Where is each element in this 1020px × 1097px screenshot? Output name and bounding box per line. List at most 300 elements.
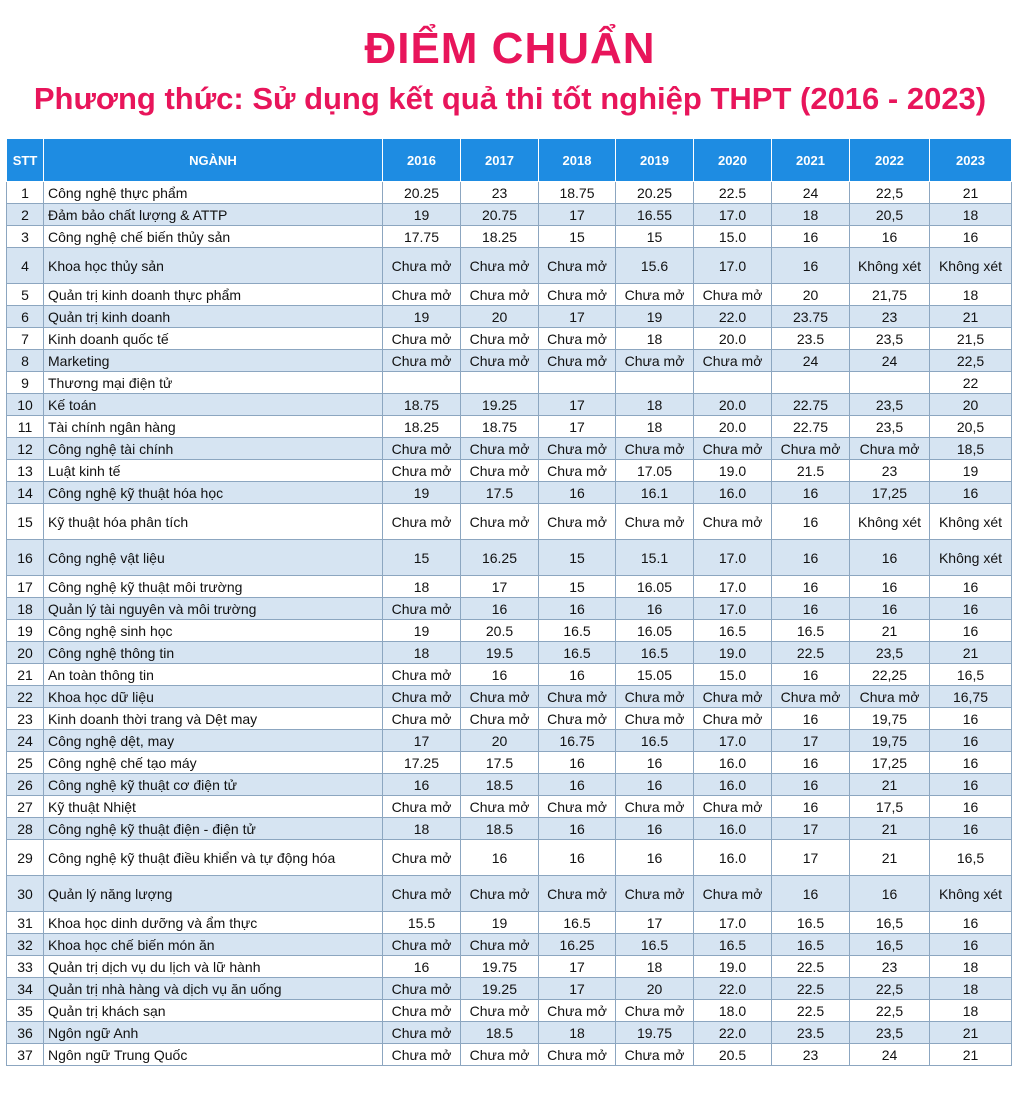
score-cell: 22.0: [694, 306, 772, 328]
table-row: [7, 818, 1012, 840]
table-row: [7, 840, 1012, 876]
score-cell: Chưa mở: [539, 284, 616, 306]
score-cell: 16.25: [539, 934, 616, 956]
table-row: [7, 372, 1012, 394]
score-cell: 18.75: [383, 394, 461, 416]
major-name-cell: Khoa học thủy sản: [44, 248, 383, 284]
major-name-cell: Quản trị khách sạn: [44, 1000, 383, 1022]
score-cell: 16: [539, 818, 616, 840]
score-cell: 18.5: [461, 1022, 539, 1044]
score-cell: 17: [772, 818, 850, 840]
table-row: [7, 248, 1012, 284]
score-cell: 21: [850, 818, 930, 840]
score-cell: Chưa mở: [461, 284, 539, 306]
major-name-cell: Công nghệ vật liệu: [44, 540, 383, 576]
row-index-cell: 12: [7, 438, 44, 460]
row-index-cell: 2: [7, 204, 44, 226]
score-cell: 16.25: [461, 540, 539, 576]
score-cell: 16.5: [616, 642, 694, 664]
score-cell: 16.1: [616, 482, 694, 504]
score-cell: 18: [616, 394, 694, 416]
score-cell: 17: [461, 576, 539, 598]
score-cell: 16.5: [616, 934, 694, 956]
score-cell: 16: [930, 598, 1012, 620]
score-cell: 24: [850, 350, 930, 372]
score-cell: 16.0: [694, 840, 772, 876]
row-index-cell: 25: [7, 752, 44, 774]
column-header: 2016: [383, 139, 461, 182]
score-cell: 16: [930, 576, 1012, 598]
table-row: [7, 540, 1012, 576]
score-cell: 23: [850, 460, 930, 482]
score-cell: 19.25: [461, 978, 539, 1000]
score-cell: 16: [461, 840, 539, 876]
score-cell: 19: [383, 306, 461, 328]
score-cell: 21: [850, 774, 930, 796]
major-name-cell: Luật kinh tế: [44, 460, 383, 482]
score-cell: 20.75: [461, 204, 539, 226]
score-cell: Chưa mở: [383, 284, 461, 306]
score-cell: Chưa mở: [461, 686, 539, 708]
score-cell: 16: [772, 752, 850, 774]
table-row: [7, 708, 1012, 730]
score-cell: Chưa mở: [850, 686, 930, 708]
score-cell: [616, 372, 694, 394]
score-cell: Chưa mở: [383, 1000, 461, 1022]
score-cell: 19: [383, 620, 461, 642]
score-cell: Chưa mở: [383, 876, 461, 912]
score-cell: 16: [461, 664, 539, 686]
score-cell: 16: [772, 796, 850, 818]
score-cell: 17,25: [850, 482, 930, 504]
score-cell: [772, 372, 850, 394]
major-name-cell: Kinh doanh thời trang và Dệt may: [44, 708, 383, 730]
column-header: 2023: [930, 139, 1012, 182]
score-cell: 17.25: [383, 752, 461, 774]
score-cell: 16: [539, 598, 616, 620]
score-cell: 17: [539, 416, 616, 438]
score-cell: 17.0: [694, 540, 772, 576]
score-cell: Chưa mở: [383, 708, 461, 730]
score-cell: Chưa mở: [616, 796, 694, 818]
score-cell: Chưa mở: [616, 504, 694, 540]
score-cell: 17: [772, 730, 850, 752]
major-name-cell: Công nghệ tài chính: [44, 438, 383, 460]
column-header: 2021: [772, 139, 850, 182]
score-cell: 18: [383, 642, 461, 664]
score-cell: 18: [383, 818, 461, 840]
scores-table: [6, 138, 1012, 1066]
score-cell: 15: [539, 576, 616, 598]
score-cell: 16: [539, 482, 616, 504]
score-cell: Chưa mở: [616, 438, 694, 460]
table-header-row: [7, 139, 1012, 182]
major-name-cell: Công nghệ chế tạo máy: [44, 752, 383, 774]
score-cell: 18,5: [930, 438, 1012, 460]
score-cell: 16: [930, 818, 1012, 840]
table-row: [7, 438, 1012, 460]
row-index-cell: 29: [7, 840, 44, 876]
score-cell: 16: [930, 730, 1012, 752]
score-cell: Chưa mở: [383, 598, 461, 620]
row-index-cell: 33: [7, 956, 44, 978]
score-cell: 19: [930, 460, 1012, 482]
score-cell: 17.0: [694, 576, 772, 598]
score-cell: 16: [616, 840, 694, 876]
score-cell: Không xét: [850, 248, 930, 284]
score-cell: 16: [461, 598, 539, 620]
score-cell: 16: [930, 912, 1012, 934]
score-cell: 22,5: [930, 350, 1012, 372]
score-cell: 17: [539, 306, 616, 328]
score-cell: 17: [772, 840, 850, 876]
score-cell: 16: [383, 774, 461, 796]
score-cell: 20.5: [694, 1044, 772, 1066]
score-cell: Chưa mở: [461, 350, 539, 372]
score-cell: 16: [772, 598, 850, 620]
score-cell: Chưa mở: [850, 438, 930, 460]
major-name-cell: Quản trị kinh doanh: [44, 306, 383, 328]
score-cell: 19.75: [616, 1022, 694, 1044]
score-cell: 19: [383, 204, 461, 226]
major-name-cell: Công nghệ sinh học: [44, 620, 383, 642]
score-cell: 23.5: [772, 328, 850, 350]
table-row: [7, 328, 1012, 350]
score-cell: 15: [616, 226, 694, 248]
score-cell: 17.05: [616, 460, 694, 482]
score-cell: 18: [930, 978, 1012, 1000]
major-name-cell: Công nghệ dệt, may: [44, 730, 383, 752]
score-cell: 23,5: [850, 328, 930, 350]
row-index-cell: 6: [7, 306, 44, 328]
score-cell: Chưa mở: [539, 1044, 616, 1066]
table-row: [7, 752, 1012, 774]
score-cell: 16.05: [616, 620, 694, 642]
score-cell: 16: [616, 598, 694, 620]
table-row: [7, 686, 1012, 708]
score-cell: 19.0: [694, 460, 772, 482]
score-cell: 21: [850, 620, 930, 642]
score-cell: Chưa mở: [616, 708, 694, 730]
table-row: [7, 416, 1012, 438]
score-cell: Không xét: [930, 248, 1012, 284]
row-index-cell: 15: [7, 504, 44, 540]
row-index-cell: 34: [7, 978, 44, 1000]
score-cell: 16: [772, 482, 850, 504]
row-index-cell: 27: [7, 796, 44, 818]
score-cell: 21: [850, 840, 930, 876]
score-cell: Không xét: [930, 540, 1012, 576]
major-name-cell: Ngôn ngữ Trung Quốc: [44, 1044, 383, 1066]
major-name-cell: Kinh doanh quốc tế: [44, 328, 383, 350]
score-cell: 18.5: [461, 818, 539, 840]
score-cell: Chưa mở: [694, 284, 772, 306]
score-cell: 21,75: [850, 284, 930, 306]
score-cell: 16,5: [850, 934, 930, 956]
score-cell: 18: [616, 328, 694, 350]
row-index-cell: 19: [7, 620, 44, 642]
major-name-cell: Quản lý tài nguyên và môi trường: [44, 598, 383, 620]
score-cell: 16.75: [539, 730, 616, 752]
score-cell: 18: [616, 416, 694, 438]
score-cell: Chưa mở: [616, 1044, 694, 1066]
score-cell: Chưa mở: [383, 328, 461, 350]
table-row: [7, 306, 1012, 328]
score-cell: 16: [772, 226, 850, 248]
score-cell: Không xét: [850, 504, 930, 540]
score-cell: 17: [539, 204, 616, 226]
score-cell: 16: [850, 876, 930, 912]
score-cell: 22,5: [850, 1000, 930, 1022]
score-cell: 15: [383, 540, 461, 576]
score-cell: 16: [772, 540, 850, 576]
major-name-cell: Kế toán: [44, 394, 383, 416]
score-cell: 16: [930, 620, 1012, 642]
page-title: ĐIỂM CHUẨN: [364, 24, 656, 73]
score-cell: 16.0: [694, 482, 772, 504]
score-cell: 16.5: [539, 642, 616, 664]
score-cell: Chưa mở: [694, 708, 772, 730]
score-cell: 16,5: [930, 664, 1012, 686]
row-index-cell: 35: [7, 1000, 44, 1022]
score-cell: 17,5: [850, 796, 930, 818]
table-row: [7, 394, 1012, 416]
score-cell: Chưa mở: [383, 686, 461, 708]
row-index-cell: 9: [7, 372, 44, 394]
score-cell: 16: [930, 774, 1012, 796]
major-name-cell: Quản lý năng lượng: [44, 876, 383, 912]
row-index-cell: 1: [7, 182, 44, 204]
table-row: [7, 226, 1012, 248]
table-row: [7, 204, 1012, 226]
score-cell: 16.5: [539, 620, 616, 642]
column-header: NGÀNH: [44, 139, 383, 182]
major-name-cell: Công nghệ thông tin: [44, 642, 383, 664]
major-name-cell: Tài chính ngân hàng: [44, 416, 383, 438]
score-cell: [850, 372, 930, 394]
score-cell: 17.0: [694, 912, 772, 934]
score-cell: Chưa mở: [461, 328, 539, 350]
score-cell: 18: [930, 284, 1012, 306]
score-cell: 16: [772, 774, 850, 796]
score-cell: 17: [383, 730, 461, 752]
score-cell: 16: [930, 482, 1012, 504]
column-header: STT: [7, 139, 44, 182]
score-cell: 23.75: [772, 306, 850, 328]
score-cell: Chưa mở: [539, 796, 616, 818]
column-header: 2019: [616, 139, 694, 182]
score-cell: 19,75: [850, 708, 930, 730]
score-cell: 20.5: [461, 620, 539, 642]
table-row: [7, 504, 1012, 540]
score-cell: 18: [616, 956, 694, 978]
table-row: [7, 934, 1012, 956]
major-name-cell: Marketing: [44, 350, 383, 372]
score-cell: 22,25: [850, 664, 930, 686]
score-cell: 16,5: [850, 912, 930, 934]
score-cell: 22.0: [694, 978, 772, 1000]
score-cell: 22: [930, 372, 1012, 394]
major-name-cell: Thương mại điện tử: [44, 372, 383, 394]
score-cell: 15: [539, 540, 616, 576]
score-cell: 23: [461, 182, 539, 204]
table-row: [7, 284, 1012, 306]
row-index-cell: 22: [7, 686, 44, 708]
table-row: [7, 730, 1012, 752]
score-cell: 18: [930, 1000, 1012, 1022]
major-name-cell: Đảm bảo chất lượng & ATTP: [44, 204, 383, 226]
score-cell: Chưa mở: [694, 686, 772, 708]
score-cell: 23: [850, 956, 930, 978]
score-cell: Chưa mở: [539, 876, 616, 912]
column-header: 2020: [694, 139, 772, 182]
row-index-cell: 17: [7, 576, 44, 598]
row-index-cell: 13: [7, 460, 44, 482]
score-cell: 20,5: [850, 204, 930, 226]
score-cell: 22.0: [694, 1022, 772, 1044]
table-row: [7, 620, 1012, 642]
score-cell: 19,75: [850, 730, 930, 752]
table-row: [7, 598, 1012, 620]
score-cell: 17: [539, 978, 616, 1000]
score-cell: Chưa mở: [461, 1044, 539, 1066]
table-row: [7, 182, 1012, 204]
score-cell: Chưa mở: [694, 796, 772, 818]
score-cell: Chưa mở: [539, 328, 616, 350]
score-cell: 16.5: [539, 912, 616, 934]
score-cell: 20: [461, 730, 539, 752]
score-cell: 16: [930, 226, 1012, 248]
score-cell: Chưa mở: [461, 796, 539, 818]
score-cell: 16.5: [772, 912, 850, 934]
major-name-cell: Công nghệ chế biến thủy sản: [44, 226, 383, 248]
score-cell: 22.5: [772, 956, 850, 978]
column-header: 2018: [539, 139, 616, 182]
score-cell: 15.05: [616, 664, 694, 686]
column-header: 2017: [461, 139, 539, 182]
score-cell: 16: [772, 664, 850, 686]
row-index-cell: 23: [7, 708, 44, 730]
major-name-cell: Công nghệ kỹ thuật hóa học: [44, 482, 383, 504]
score-cell: 17.5: [461, 482, 539, 504]
row-index-cell: 36: [7, 1022, 44, 1044]
score-cell: 15.6: [616, 248, 694, 284]
score-cell: 19.0: [694, 642, 772, 664]
score-cell: 24: [772, 182, 850, 204]
table-row: [7, 460, 1012, 482]
table-row: [7, 642, 1012, 664]
score-cell: 15.5: [383, 912, 461, 934]
score-cell: 16.0: [694, 752, 772, 774]
score-cell: 19: [461, 912, 539, 934]
score-cell: 17: [539, 394, 616, 416]
score-cell: 20.0: [694, 394, 772, 416]
score-cell: 21: [930, 306, 1012, 328]
row-index-cell: 10: [7, 394, 44, 416]
score-cell: 18: [383, 576, 461, 598]
table-row: [7, 576, 1012, 598]
score-cell: 16.0: [694, 818, 772, 840]
score-cell: 22.75: [772, 416, 850, 438]
score-cell: Chưa mở: [616, 876, 694, 912]
score-cell: 23,5: [850, 394, 930, 416]
major-name-cell: Ngôn ngữ Anh: [44, 1022, 383, 1044]
score-cell: Chưa mở: [539, 438, 616, 460]
score-cell: Chưa mở: [461, 460, 539, 482]
score-cell: 16.5: [772, 934, 850, 956]
score-cell: 16: [539, 752, 616, 774]
major-name-cell: Công nghệ kỹ thuật cơ điện tử: [44, 774, 383, 796]
score-cell: 21: [930, 1044, 1012, 1066]
score-cell: 18: [930, 204, 1012, 226]
row-index-cell: 20: [7, 642, 44, 664]
score-cell: 15.1: [616, 540, 694, 576]
score-cell: 24: [772, 350, 850, 372]
score-cell: 16: [772, 576, 850, 598]
table-row: [7, 482, 1012, 504]
score-cell: 21,5: [930, 328, 1012, 350]
major-name-cell: Khoa học dinh dưỡng và ẩm thực: [44, 912, 383, 934]
row-index-cell: 4: [7, 248, 44, 284]
major-name-cell: Kỹ thuật Nhiệt: [44, 796, 383, 818]
major-name-cell: Quản trị kinh doanh thực phẩm: [44, 284, 383, 306]
score-cell: 15.0: [694, 226, 772, 248]
score-cell: 16: [772, 504, 850, 540]
score-cell: Chưa mở: [461, 876, 539, 912]
score-cell: 20.0: [694, 416, 772, 438]
score-cell: 22,5: [850, 182, 930, 204]
score-cell: 19.0: [694, 956, 772, 978]
score-cell: 16: [850, 540, 930, 576]
table-row: [7, 956, 1012, 978]
table-row: [7, 350, 1012, 372]
score-cell: 23: [772, 1044, 850, 1066]
score-cell: 15: [539, 226, 616, 248]
score-cell: Chưa mở: [539, 350, 616, 372]
score-cell: Chưa mở: [383, 1022, 461, 1044]
score-cell: 16.55: [616, 204, 694, 226]
row-index-cell: 32: [7, 934, 44, 956]
score-cell: 16: [930, 934, 1012, 956]
score-cell: 16,5: [930, 840, 1012, 876]
score-cell: 16: [850, 598, 930, 620]
major-name-cell: Công nghệ thực phẩm: [44, 182, 383, 204]
score-cell: 16: [539, 664, 616, 686]
score-cell: 22.5: [694, 182, 772, 204]
score-cell: 18.25: [383, 416, 461, 438]
score-cell: Chưa mở: [694, 350, 772, 372]
row-index-cell: 31: [7, 912, 44, 934]
row-index-cell: 8: [7, 350, 44, 372]
score-cell: Chưa mở: [461, 438, 539, 460]
score-cell: 17.5: [461, 752, 539, 774]
score-cell: Chưa mở: [461, 934, 539, 956]
score-cell: 21: [930, 642, 1012, 664]
score-cell: 22.5: [772, 642, 850, 664]
table-row: [7, 664, 1012, 686]
score-cell: Chưa mở: [694, 438, 772, 460]
score-cell: 17.75: [383, 226, 461, 248]
column-header: 2022: [850, 139, 930, 182]
score-cell: Chưa mở: [383, 934, 461, 956]
score-cell: Chưa mở: [539, 248, 616, 284]
score-cell: 22.5: [772, 1000, 850, 1022]
table-row: [7, 1000, 1012, 1022]
major-name-cell: Khoa học dữ liệu: [44, 686, 383, 708]
row-index-cell: 30: [7, 876, 44, 912]
score-cell: Chưa mở: [383, 438, 461, 460]
score-cell: 18: [539, 1022, 616, 1044]
